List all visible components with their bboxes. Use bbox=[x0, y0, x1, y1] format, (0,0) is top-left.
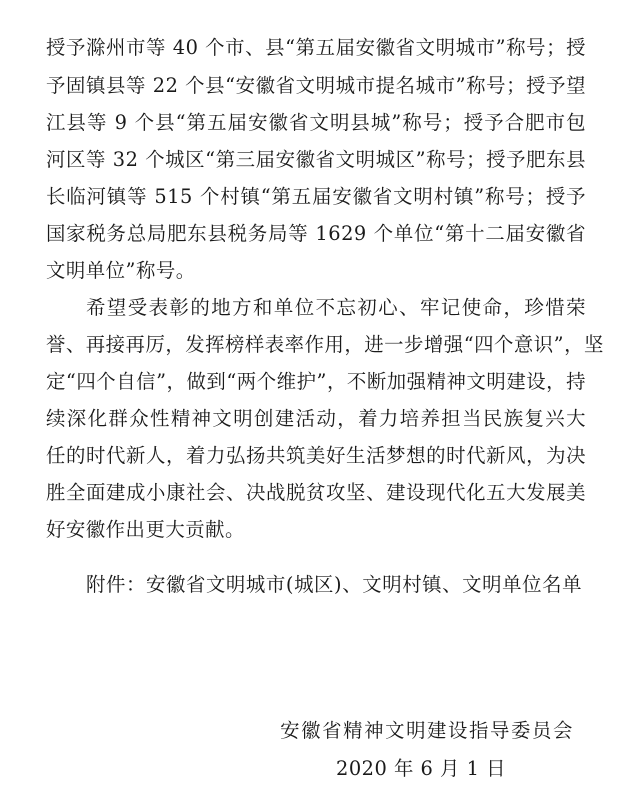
paragraph-line: 续深化群众性精神文明创建活动，着力培养担当民族复兴大 bbox=[46, 407, 586, 430]
paragraph-line: 授予滁州市等 40 个市、县“第五届安徽省文明城市”称号；授 bbox=[46, 36, 586, 59]
paragraph-line: 胜全面建成小康社会、决战脱贫攻坚、建设现代化五大发展美 bbox=[46, 481, 586, 504]
issuing-organization: 安徽省精神文明建设指导委员会 bbox=[280, 719, 574, 742]
paragraph-line: 河区等 32 个城区“第三届安徽省文明城区”称号；授予肥东县 bbox=[46, 148, 586, 171]
paragraph-line: 江县等 9 个县“第五届安徽省文明县城”称号；授予合肥市包 bbox=[46, 111, 586, 134]
paragraph-line: 国家税务总局肥东县税务局等 1629 个单位“第十二届安徽省 bbox=[46, 222, 586, 245]
paragraph-line: 长临河镇等 515 个村镇“第五届安徽省文明村镇”称号；授予 bbox=[46, 185, 586, 208]
paragraph-line: 予固镇县等 22 个县“安徽省文明城市提名城市”称号；授予望 bbox=[46, 74, 586, 97]
paragraph-line: 定“四个自信”，做到“两个维护”，不断加强精神文明建设，持 bbox=[46, 370, 586, 393]
paragraph-line: 任的时代新人，着力弘扬共筑美好生活梦想的时代新风，为决 bbox=[46, 444, 586, 467]
issue-date: 2020 年 6 月 1 日 bbox=[335, 757, 506, 780]
paragraph-line: 好安徽作出更大贡献。 bbox=[46, 518, 245, 541]
paragraph-line: 希望受表彰的地方和单位不忘初心、牢记使命，珍惜荣 bbox=[86, 296, 586, 319]
attachment-note: 附件：安徽省文明城市(城区)、文明村镇、文明单位名单 bbox=[86, 573, 583, 596]
paragraph-line: 誉、再接再厉，发挥榜样表率作用，进一步增强“四个意识”，坚 bbox=[46, 333, 604, 356]
paragraph-line: 文明单位”称号。 bbox=[46, 259, 196, 282]
